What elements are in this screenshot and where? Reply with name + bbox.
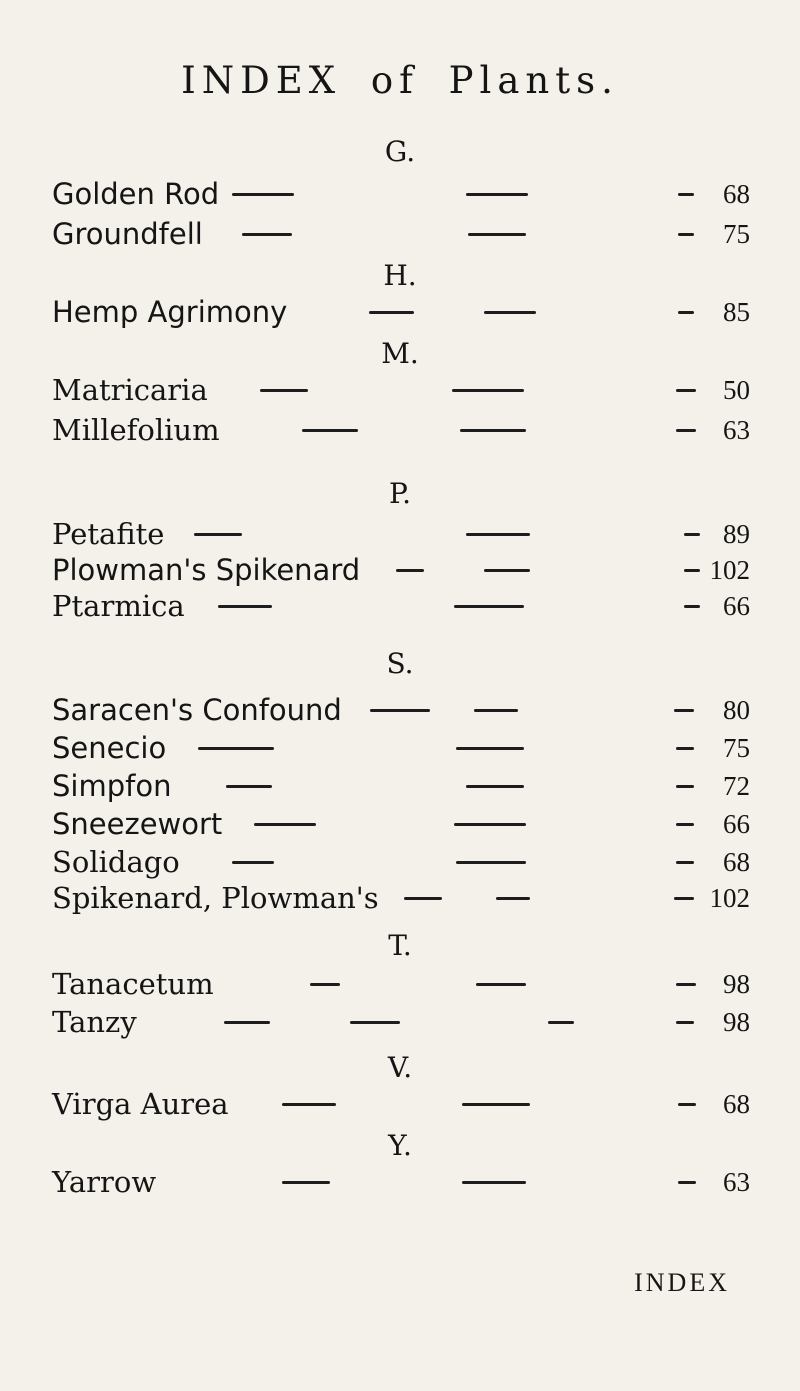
page-number: 50: [723, 375, 750, 405]
page-number: 68: [723, 1089, 750, 1119]
plant-name: Virga Aurea: [52, 1087, 229, 1121]
leader-dash: [194, 533, 242, 536]
leader-dash: [226, 785, 272, 788]
plant-name: Solidago: [52, 845, 180, 879]
plant-name: Sneezewort: [52, 807, 223, 841]
plant-name: Saracen's Confound: [52, 693, 342, 727]
page-number: 102: [709, 883, 750, 913]
section-letter-m: M.: [381, 337, 419, 370]
leader-dash: [260, 389, 308, 392]
index-entry: [0, 804, 800, 844]
index-entry: [0, 1162, 800, 1202]
section-letter-g: G.: [384, 135, 416, 168]
leader-dash: [484, 569, 530, 572]
plant-name: Millefolium: [52, 413, 220, 447]
plant-name: Ptarmica: [52, 589, 185, 623]
page-number: 66: [723, 591, 750, 621]
index-entry: [0, 370, 800, 410]
section-letter-y: Y.: [388, 1129, 412, 1162]
page-number: 68: [723, 847, 750, 877]
index-entry: [0, 1084, 800, 1124]
page-number: 75: [723, 219, 750, 249]
index-entry: [0, 514, 800, 554]
plant-name: Matricaria: [52, 373, 208, 407]
plant-name: Simpfon: [52, 769, 172, 803]
section-letter-s: S.: [386, 647, 414, 680]
leader-dash: [370, 709, 430, 712]
title-word-of: of: [370, 59, 419, 102]
leader-dash: [484, 311, 536, 314]
page-number: 68: [723, 179, 750, 209]
leader-dash: [369, 311, 414, 314]
leader-dash: [474, 709, 518, 712]
index-entry: [0, 878, 800, 918]
index-entry: [0, 410, 800, 450]
leader-dash: [452, 389, 524, 392]
leader-dash: [242, 233, 292, 236]
leader-dash: [466, 193, 528, 196]
plant-name: Senecio: [52, 731, 167, 765]
page-number: 72: [723, 771, 750, 801]
leader-dash: [462, 1181, 526, 1184]
title-word-index: INDEX: [181, 59, 342, 102]
leader-dash: [466, 785, 524, 788]
leader-dash: [282, 1103, 336, 1106]
plant-name: Tanacetum: [52, 967, 214, 1001]
catchword: INDEX: [634, 1268, 730, 1297]
page-number: 80: [723, 695, 750, 725]
leader-dash: [350, 1021, 400, 1024]
index-entry: [0, 586, 800, 626]
leader-dash: [282, 1181, 330, 1184]
leader-dash: [468, 233, 526, 236]
leader-dash: [198, 747, 274, 750]
page-title: [0, 59, 800, 102]
page-number: 102: [709, 555, 750, 585]
section-letter-v: V.: [387, 1051, 413, 1084]
leader-dash: [254, 823, 316, 826]
plant-name: Tanzy: [52, 1005, 137, 1039]
leader-dash: [404, 897, 442, 900]
plant-name: Groundfell: [52, 217, 203, 251]
leader-dash: [232, 861, 274, 864]
leader-dash: [302, 429, 358, 432]
page-number: 85: [723, 297, 750, 327]
index-entry: [0, 964, 800, 1004]
page-number: 98: [723, 969, 750, 999]
leader-dash: [462, 1103, 530, 1106]
index-entry: [0, 842, 800, 882]
leader-dash: [310, 983, 340, 986]
leader-dash: [460, 429, 526, 432]
index-entry: [0, 766, 800, 806]
index-entry: [0, 550, 800, 590]
plant-name: Petafite: [52, 517, 165, 551]
leader-dash: [396, 569, 424, 572]
index-entry: [0, 690, 800, 730]
index-entry: [0, 728, 800, 768]
title-word-plants: Plants.: [448, 59, 619, 102]
leader-dash: [456, 747, 524, 750]
section-letter-h: H.: [383, 259, 417, 292]
page-number: 98: [723, 1007, 750, 1037]
plant-name: Spikenard, Plowman's: [52, 881, 379, 915]
page-number: 66: [723, 809, 750, 839]
page-number: 63: [723, 415, 750, 445]
index-entry: [0, 292, 800, 332]
index-entry: [0, 174, 800, 214]
leader-dash: [466, 533, 530, 536]
section-letter-p: P.: [388, 477, 412, 510]
plant-name: Golden Rod: [52, 177, 220, 211]
page-number: 75: [723, 733, 750, 763]
leader-dash: [232, 193, 294, 196]
leader-dash: [454, 823, 526, 826]
leader-dash: [548, 1021, 574, 1024]
plant-name: Hemp Agrimony: [52, 295, 288, 329]
leader-dash: [218, 605, 272, 608]
page-number: 89: [723, 519, 750, 549]
leader-dash: [456, 861, 526, 864]
leader-dash: [476, 983, 526, 986]
index-entry: [0, 214, 800, 254]
index-entry: [0, 1002, 800, 1042]
leader-dash: [454, 605, 524, 608]
leader-dash: [496, 897, 530, 900]
plant-name: Yarrow: [52, 1165, 157, 1199]
section-letter-t: T.: [388, 929, 412, 962]
page-number: 63: [723, 1167, 750, 1197]
plant-name: Plowman's Spikenard: [52, 553, 361, 587]
leader-dash: [224, 1021, 270, 1024]
